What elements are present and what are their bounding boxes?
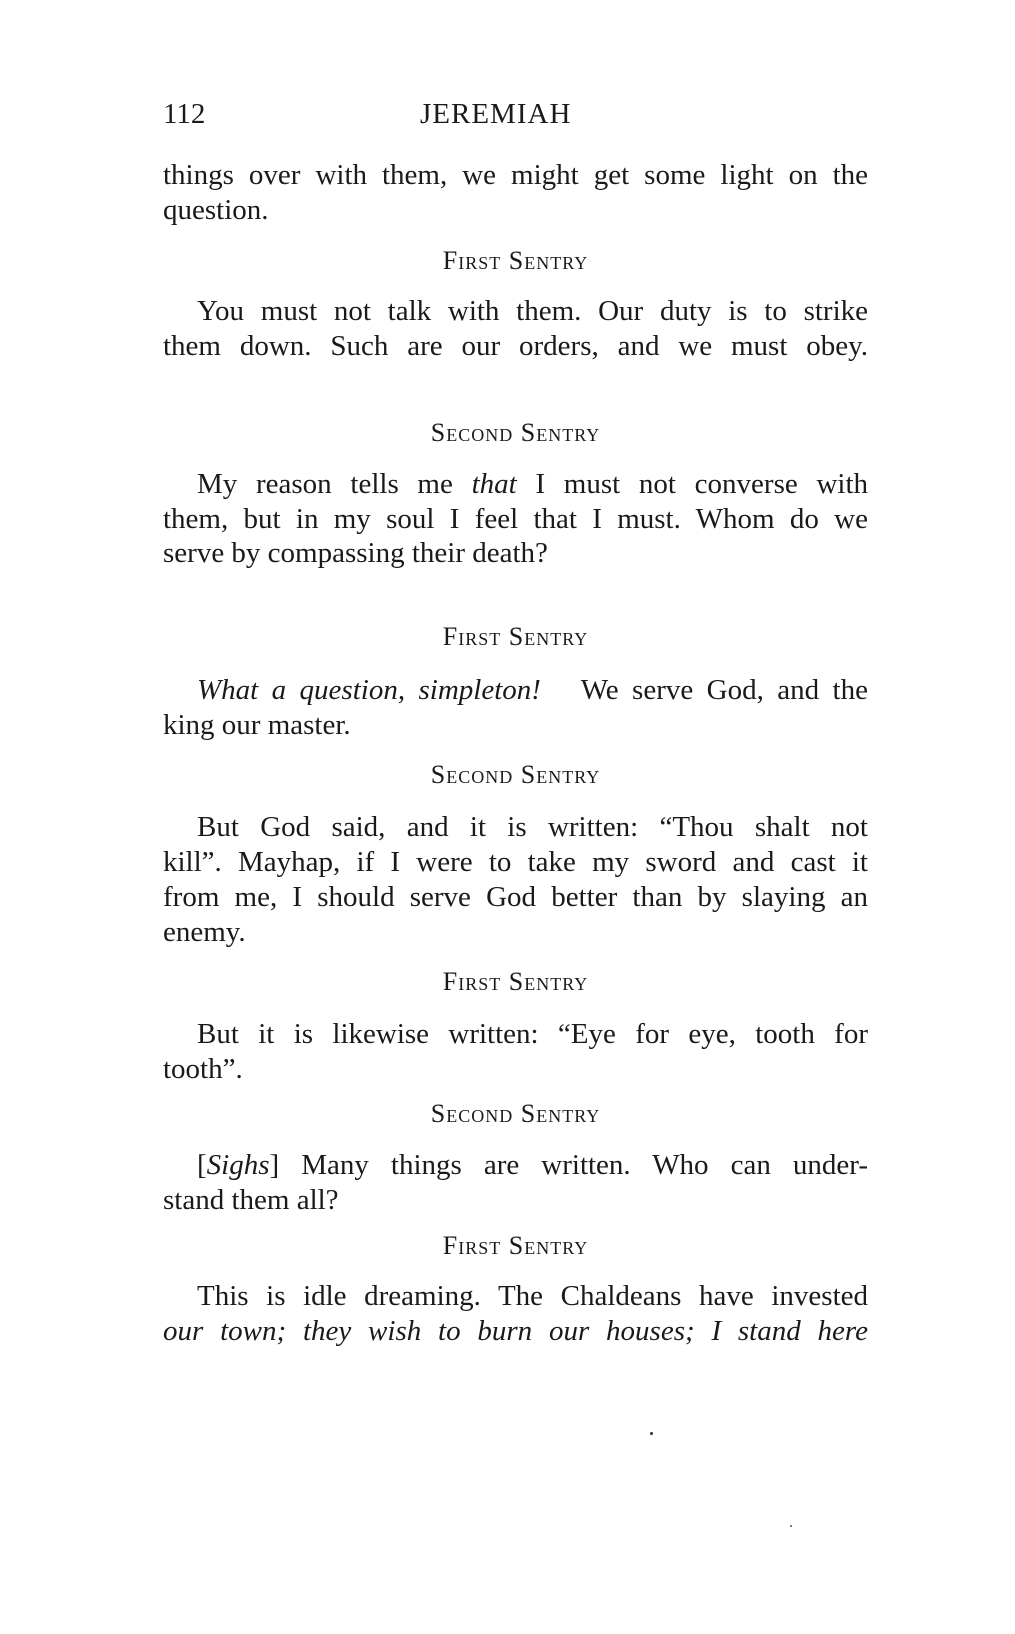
speaker-heading: Second Sentry (430, 760, 601, 789)
text-line: tooth”. (163, 1053, 243, 1085)
text-line: But it is likewise written: “Eye for eye, tooth for (197, 1018, 868, 1050)
text-line: question. (163, 194, 269, 226)
text-line: king our master. (163, 709, 351, 741)
text-line: enemy. (163, 916, 246, 948)
text-line: them down. Such are our orders, and we must obey. (163, 330, 868, 362)
text-line: What a question, simpleton! We serve God, and the (197, 674, 868, 706)
text-line: serve by compassing their death? (163, 537, 548, 569)
running-title: JEREMIAH (420, 98, 572, 130)
text-line: [Sighs] Many things are written. Who can under- (197, 1149, 868, 1181)
speaker-heading: Second Sentry (430, 1099, 601, 1128)
text-line: them, but in my soul I feel that I must. Whom do we (163, 503, 868, 535)
page-number: 112 (163, 98, 206, 130)
text-line: from me, I should serve God better than by slaying an (163, 881, 868, 913)
text-line: kill”. Mayhap, if I were to take my sword and cast it (163, 846, 868, 878)
speaker-heading: First Sentry (442, 967, 589, 996)
speaker-heading: Second Sentry (430, 418, 601, 447)
text-line: But God said, and it is written: “Thou shalt not (197, 811, 868, 843)
text-line: our town; they wish to burn our houses; I stand here (163, 1315, 868, 1347)
text-line: My reason tells me that I must not converse with (197, 468, 869, 500)
scan-speck (650, 1432, 653, 1435)
scan-speck (790, 1525, 792, 1527)
speaker-heading: First Sentry (442, 1231, 589, 1260)
text-line: stand them all? (163, 1184, 339, 1216)
text-line: things over with them, we might get some light on the (163, 159, 868, 191)
speaker-heading: First Sentry (442, 622, 589, 651)
text-line: This is idle dreaming. The Chaldeans have invested (197, 1280, 868, 1312)
text-line: You must not talk with them. Our duty is to strike (197, 295, 868, 327)
speaker-heading: First Sentry (442, 246, 589, 275)
